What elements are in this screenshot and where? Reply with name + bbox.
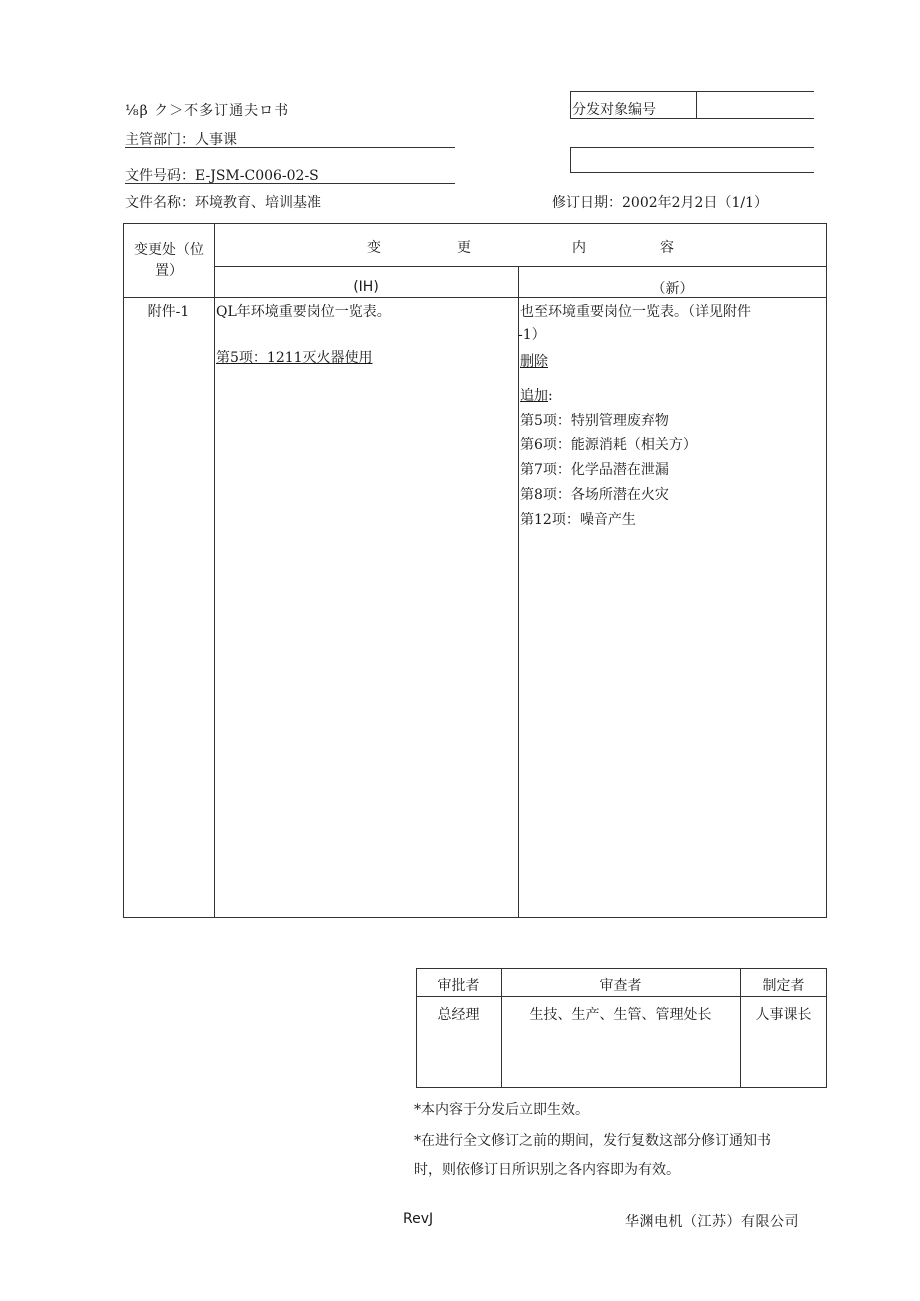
reviewer-value: 生技、生产、生管、管理处长: [529, 1007, 712, 1023]
new-item: 第7项：化学品潜在泄漏: [520, 462, 669, 478]
old-column-header: (IH): [353, 279, 379, 295]
reviewer-header: 审查者: [599, 978, 642, 994]
note-line: 时，则依修订日所识别之各内容即为有效。: [414, 1162, 680, 1178]
distribution-box2-top: [570, 147, 814, 148]
revision-label: RevJ: [403, 1211, 434, 1227]
note-line: *在进行全文修订之前的期间，发行复数这部分修订通知书: [414, 1133, 771, 1149]
document-number-field: 文件号码：E-JSM-C006-02-S: [125, 168, 319, 184]
content-header-char-3: 内: [572, 240, 586, 256]
approver-value: 总经理: [437, 1007, 480, 1023]
changes-table: [123, 223, 827, 918]
new-content-line-1: 也至环境重要岗位一览表。（详见附件: [520, 304, 751, 320]
revision-date: 修订日期：2002年2月2日（1/1）: [552, 195, 768, 211]
old-content-line-1: QL年环境重要岗位一览表。: [216, 304, 391, 320]
distribution-box2-bottom: [570, 172, 814, 173]
distribution-top-line: [570, 91, 814, 92]
note-line: *本内容于分发后立即生效。: [414, 1102, 589, 1118]
new-item: 第12项：噪音产生: [520, 512, 636, 528]
changes-col-divider-2: [518, 266, 519, 918]
distribution-label: 分发对象编号: [572, 102, 656, 118]
new-content-delete: 删除: [520, 354, 548, 370]
department-underline: [125, 147, 455, 148]
distribution-left-line: [570, 91, 571, 118]
changes-col-divider-1: [214, 223, 215, 918]
new-content-add-colon: :: [548, 388, 553, 404]
distribution-divider: [696, 91, 697, 118]
new-content-add-row: [520, 385, 553, 405]
new-item: 第6项：能源消耗（相关方）: [520, 437, 697, 453]
document-title: ⅛β ク＞不多订通夫ロ书: [125, 103, 290, 119]
new-item: 第8项：各场所潜在火灾: [520, 487, 669, 503]
document-number-underline: [125, 183, 455, 184]
content-header-char-1: 变: [367, 240, 381, 256]
distribution-box2-left: [570, 147, 571, 172]
new-column-header: （新）: [651, 281, 694, 297]
content-header-char-4: 容: [660, 240, 674, 256]
approval-header-line: [416, 996, 827, 997]
author-value: 人事课长: [755, 1007, 812, 1023]
company-name: 华渊电机（江苏）有限公司: [625, 1214, 799, 1230]
change-location: 附件-1: [147, 304, 190, 320]
new-content-add: 追加: [520, 388, 548, 404]
changes-subheader-line: [214, 266, 827, 267]
approver-header: 审批者: [437, 978, 480, 994]
new-content-line-2: -1）: [518, 327, 546, 343]
author-header: 制定者: [762, 978, 805, 994]
department-field: 主管部门：人事课: [125, 132, 237, 148]
new-item: 第5项：特别管理废弃物: [520, 413, 669, 429]
content-header-char-2: 更: [457, 240, 471, 256]
document-name-field: 文件名称：环境教育、培训基准: [125, 195, 321, 211]
old-content-line-2: 第5项：1211灭火器使用: [216, 350, 373, 366]
location-header: 变更处（位置）: [134, 242, 204, 279]
